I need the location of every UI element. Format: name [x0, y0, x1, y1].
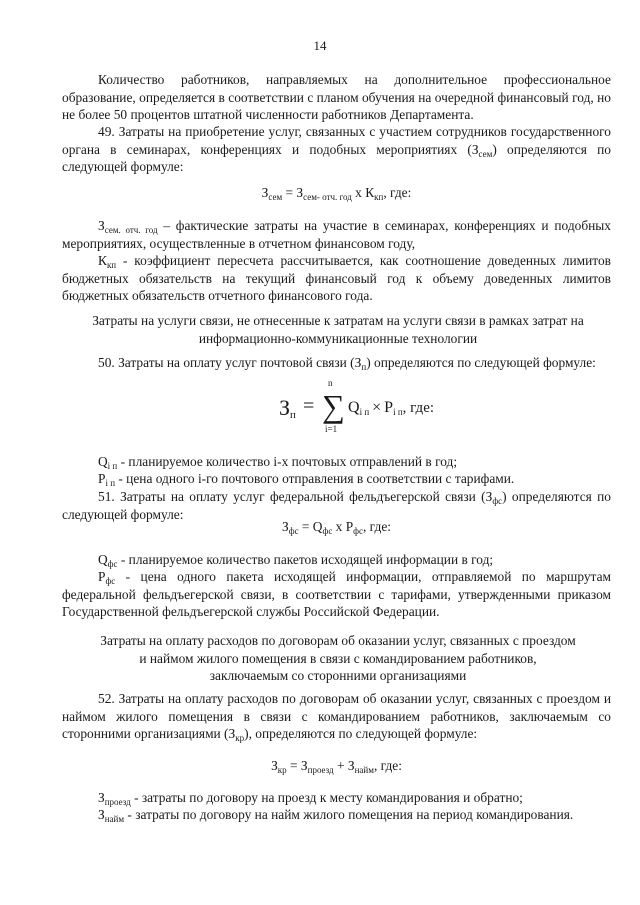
definition-p-fs: $P_{фс}$ - цена одного пакета исходящей информации, отправляемой по маршрутам федеральной фельдъегерской связи, в соответствии с тарифами, утвержденными приказом Государственной фельдъегерской службы Российской Федерации.: [62, 569, 611, 619]
formula-49: $З_{сем} = З_{сем- отч. год}$ x $К_{кп}$, где:: [261, 185, 412, 202]
definition-k-kp: $К_{кп}$ - коэффициент пересчета рассчитывается, как соотношение доведенных лимитов бюджетных обязательств на текущий финансовый год к объему доведенных лимитов бюджетных обязательств отчетного финансового года.: [62, 253, 611, 303]
definition-z-sem: $З_{сем. отч. год}$ – фактические затраты на участие в семинарах, конференциях и подобных мероприятиях, осуществленные в отчетном финансовом году,: [62, 218, 611, 251]
paragraph-49: 49. Затраты на приобретение услуг, связанных с участием сотрудников государственного органа в семинарах, конференциях и подобных мероприятиях $(З_{сем})$ определяются по следующей формуле:: [62, 124, 612, 174]
formula-52: $З_{кр} = З_{проезд} + З_{найм}$, где:: [271, 758, 402, 775]
page-number: 14: [313, 38, 327, 53]
intro-paragraph: Количество работников, направляемых на дополнительное профессиональное образование, определяется в соответствии с планом обучения на очередной финансовый год, но не более 50 процентов штатной численности работников Департамента.: [62, 72, 611, 122]
definition-p-ip: $P_{i п}$ - цена одного i-го почтового отправления в соответствии с тарифами.: [98, 471, 515, 488]
definition-q-fs: $Q_{фс}$ - планируемое количество пакетов исходящей информации в год;: [98, 552, 494, 569]
formula-50: $З_п$ = n ∑ i=1 $Q_{i п} \times P_{i п}$, где:: [279, 378, 435, 434]
section-heading-communication: Затраты на услуги связи, не отнесенные к затратам на услуги связи в рамках затрат на информационно-коммуникационные технологии: [92, 313, 584, 346]
paragraph-51: 51. Затраты на оплату услуг федеральной фельдъегерской связи $(З_{фс})$ определяются по следующей формуле:: [62, 489, 611, 522]
paragraph-50: 50. Затраты на оплату услуг почтовой связи $(З_п)$ определяются по следующей формуле:: [98, 355, 596, 372]
formula-51: $З_{фс} = Q_{фс}$ x $P_{фс}$, где:: [282, 519, 391, 536]
section-heading-travel: Затраты на оплату расходов по договорам об оказании услуг, связанных с проездом и наймом жилого помещения в связи с командированием работников, заключаемым со сторонними организациями: [100, 633, 576, 683]
sigma-symbol: ∑: [322, 388, 345, 424]
definition-q-ip: $Q_{i п}$ - планируемое количество i-х почтовых отправлений в год;: [98, 454, 458, 471]
paragraph-52: 52. Затраты на оплату расходов по договорам об оказании услуг, связанных с проездом и наймом жилого помещения в связи с командированием работников, заключаемым со сторонними организациями $(З_{кр})$, определяются по следующей формуле:: [62, 691, 611, 743]
definition-z-naim: $З_{найм}$ - затраты по договору на найм жилого помещения на период командирования.: [98, 807, 574, 824]
definition-z-proezd: $З_{проезд}$ - затраты по договору на проезд к месту командирования и обратно;: [98, 790, 523, 807]
